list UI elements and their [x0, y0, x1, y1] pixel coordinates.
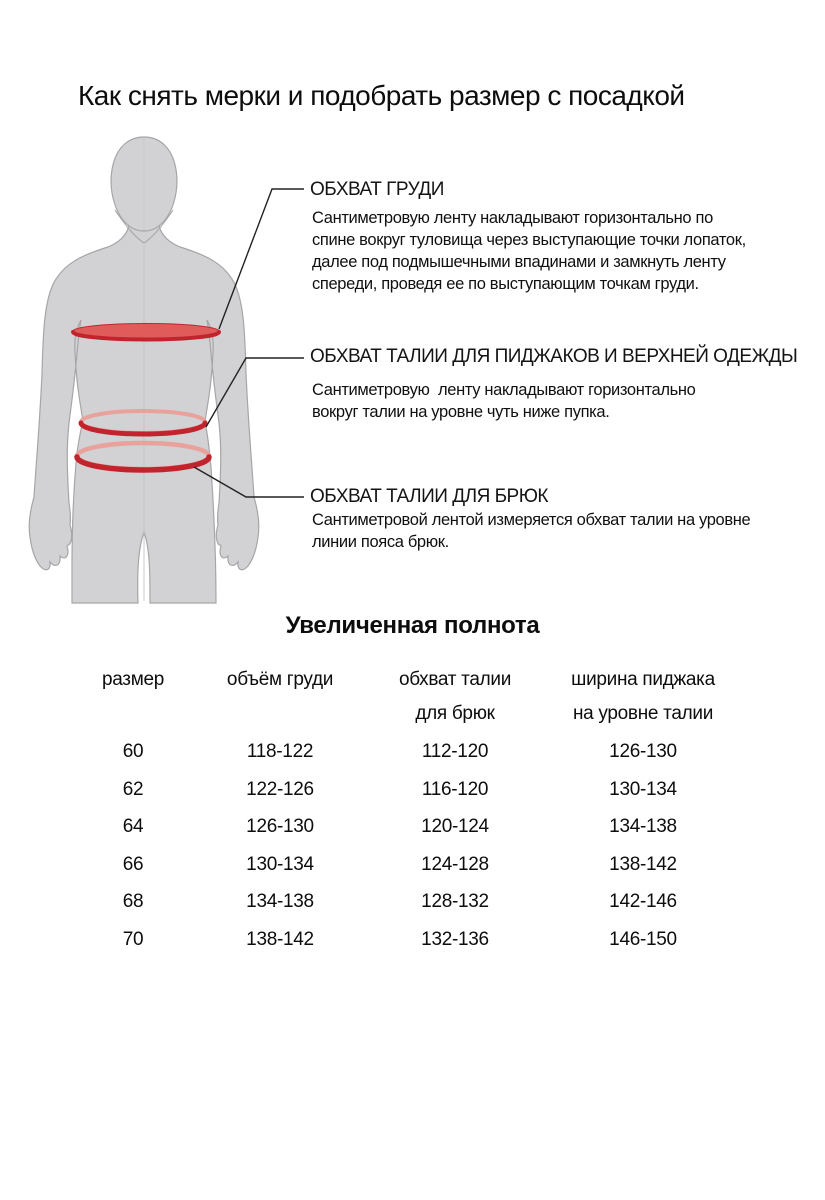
- table-row: [0, 854, 825, 878]
- body-line: далее под подмышечными впадинами и замкнуть ленту: [312, 253, 726, 271]
- size-cell: 70: [122, 929, 144, 950]
- chest-cell: 134-138: [246, 891, 314, 912]
- body-line: Сантиметровую ленту накладывают горизонтально: [312, 381, 696, 399]
- section-body-trouser-waist: [312, 509, 750, 553]
- chest-cell: 118-122: [246, 741, 314, 762]
- chest-cell: 138-142: [246, 929, 314, 950]
- column-header: на уровне талии: [572, 703, 714, 724]
- table-header-row-1: [0, 669, 825, 693]
- size-cell: 66: [122, 854, 144, 875]
- body-silhouette-svg: [20, 125, 310, 605]
- table-title: Увеличенная полнота: [285, 612, 540, 639]
- column-header: для брюк: [415, 703, 495, 724]
- section-heading-trouser-waist: ОБХВАТ ТАЛИИ ДЛЯ БРЮК: [310, 486, 548, 507]
- chest-cell: 130-134: [246, 854, 314, 875]
- body-line: линии пояса брюк.: [312, 533, 449, 551]
- waist-cell: 132-136: [421, 929, 489, 950]
- jacket-width-cell: 130-134: [609, 779, 677, 800]
- section-body-chest: [312, 207, 746, 295]
- body-line: Сантиметровую ленту накладывают горизонтально по: [312, 209, 713, 227]
- jacket-width-cell: 142-146: [609, 891, 677, 912]
- size-cell: 60: [122, 741, 144, 762]
- section-heading-chest: ОБХВАТ ГРУДИ: [310, 179, 444, 200]
- size-cell: 68: [122, 891, 144, 912]
- size-cell: 62: [122, 779, 144, 800]
- chest-cell: 122-126: [246, 779, 314, 800]
- jacket-width-cell: 146-150: [609, 929, 677, 950]
- table-row: [0, 929, 825, 953]
- table-row: [0, 816, 825, 840]
- body-line: Сантиметровой лентой измеряется обхват талии на уровне: [312, 511, 751, 529]
- body-line: спереди, проведя ее по выступающим точкам груди.: [312, 275, 699, 293]
- waist-cell: 112-120: [421, 741, 489, 762]
- waist-cell: 128-132: [421, 891, 489, 912]
- section-body-jacket-waist: [312, 379, 696, 423]
- table-row: [0, 891, 825, 915]
- chest-measure-band: [73, 324, 219, 340]
- waist-cell: 120-124: [421, 816, 489, 837]
- body-line: спине вокруг туловища через выступающие точки лопаток,: [312, 231, 746, 249]
- table-header-row-2: [0, 703, 825, 727]
- table-row: [0, 779, 825, 803]
- table-row: [0, 741, 825, 765]
- chest-cell: 126-130: [246, 816, 314, 837]
- waist-cell: 116-120: [421, 779, 489, 800]
- body-line: вокруг талии на уровне чуть ниже пупка.: [312, 403, 610, 421]
- column-header: ширина пиджака: [571, 669, 715, 690]
- jacket-width-cell: 126-130: [609, 741, 677, 762]
- size-cell: 64: [122, 816, 144, 837]
- body-silhouette-figure: [20, 125, 310, 605]
- section-heading-jacket-waist: ОБХВАТ ТАЛИИ ДЛЯ ПИДЖАКОВ И ВЕРХНЕЙ ОДЕЖДЫ: [310, 346, 798, 367]
- waist-cell: 124-128: [421, 854, 489, 875]
- jacket-width-cell: 134-138: [609, 816, 677, 837]
- jacket-width-cell: 138-142: [609, 854, 677, 875]
- page-title: Как снять мерки и подобрать размер с посадкой: [78, 80, 685, 111]
- column-header: обхват талии: [398, 669, 512, 690]
- column-header: объём груди: [226, 669, 334, 690]
- column-header: размер: [101, 669, 165, 690]
